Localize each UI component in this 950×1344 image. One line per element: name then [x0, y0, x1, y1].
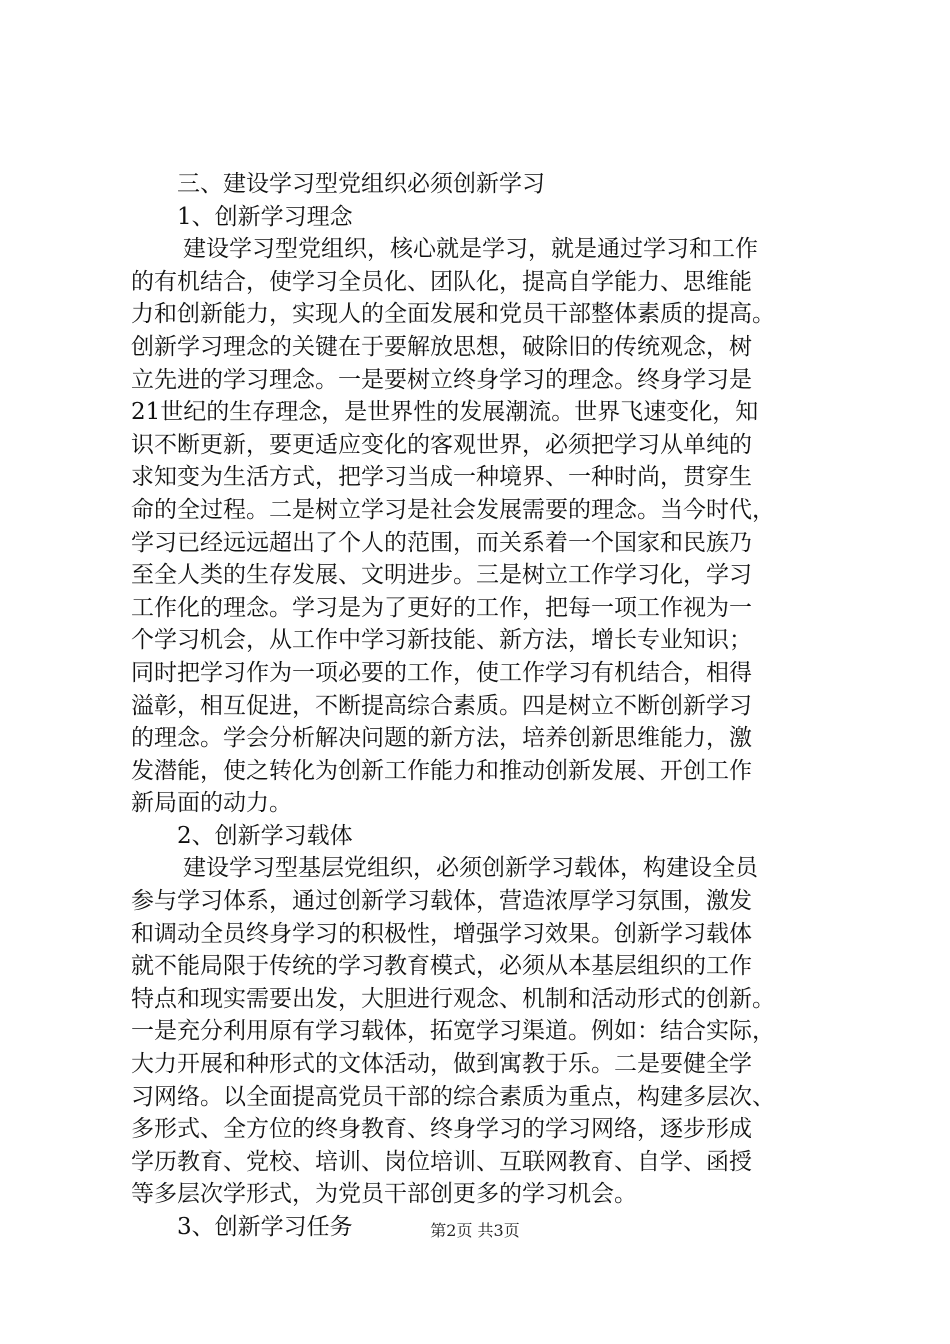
- paragraph-line: 发潜能，使之转化为创新工作能力和推动创新发展、开创工作: [131, 757, 752, 784]
- paragraph-line: 学习已经远远超出了个人的范围，而关系着一个国家和民族乃: [131, 529, 752, 556]
- paragraph-line: 参与学习体系，通过创新学习载体，营造浓厚学习氛围，激发: [131, 888, 752, 915]
- paragraph-line: 工作化的理念。学习是为了更好的工作，把每一项工作视为一: [131, 594, 752, 621]
- section-heading: 三、建设学习型党组织必须创新学习: [177, 171, 545, 197]
- paragraph-line: 的理念。学会分析解决问题的新方法，培养创新思维能力，激: [131, 725, 752, 752]
- paragraph-line: 个学习机会，从工作中学习新技能、新方法，增长专业知识；: [131, 627, 752, 654]
- document-body: [131, 168, 851, 1244]
- page-footer: 第2页 共3页: [430, 1221, 520, 1240]
- paragraph-line: 创新学习理念的关键在于要解放思想，破除旧的传统观念，树: [131, 333, 752, 360]
- subsection-heading: 1、创新学习理念: [177, 203, 353, 230]
- paragraph-line: 建设学习型党组织，核心就是学习，就是通过学习和工作: [183, 236, 758, 263]
- paragraph-line: 识不断更新，要更适应变化的客观世界，必须把学习从单纯的: [131, 431, 752, 458]
- subsection-heading: 2、创新学习载体: [177, 822, 353, 849]
- paragraph-line: 等多层次学形式，为党员干部创更多的学习机会。: [131, 1181, 637, 1208]
- paragraph-line: 特点和现实需要出发，大胆进行观念、机制和活动形式的创新。: [131, 985, 775, 1012]
- paragraph-line: 一是充分利用原有学习载体，拓宽学习渠道。例如：结合实际，: [131, 1018, 775, 1045]
- paragraph-line: 至全人类的生存发展、文明进步。三是树立工作学习化，学习: [131, 562, 752, 589]
- paragraph-line: 就不能局限于传统的学习教育模式，必须从本基层组织的工作: [131, 953, 752, 980]
- subsection-heading: 3、创新学习任务: [177, 1214, 353, 1240]
- paragraph-line: 力和创新能力，实现人的全面发展和党员干部整体素质的提高。: [131, 301, 775, 328]
- paragraph-line: 大力开展和种形式的文体活动，做到寓教于乐。二是要健全学: [131, 1051, 752, 1078]
- paragraph-line: 建设学习型基层党组织，必须创新学习载体，构建设全员: [183, 855, 758, 882]
- paragraph: [131, 233, 851, 820]
- paragraph-line: 学历教育、党校、培训、岗位培训、互联网教育、自学、函授: [131, 1148, 752, 1175]
- paragraph-line: 同时把学习作为一项必要的工作，使工作学习有机结合，相得: [131, 659, 752, 686]
- paragraph-line: 的有机结合，使学习全员化、团队化，提高自学能力、思维能: [131, 268, 752, 295]
- paragraph-line: 命的全过程。二是树立学习是社会发展需要的理念。当今时代，: [131, 496, 775, 523]
- paragraph-line: 溢彰，相互促进，不断提高综合素质。四是树立不断创新学习: [131, 692, 752, 719]
- paragraph-line: 求知变为生活方式，把学习当成一种境界、一种时尚，贯穿生: [131, 464, 752, 491]
- paragraph: [131, 852, 851, 1211]
- paragraph-line: 习网络。以全面提高党员干部的综合素质为重点，构建多层次、: [131, 1083, 775, 1110]
- paragraph-line: 和调动全员终身学习的积极性，增强学习效果。创新学习载体: [131, 920, 752, 947]
- paragraph-line: 21世纪的生存理念，是世界性的发展潮流。世界飞速变化，知: [131, 399, 759, 426]
- paragraph-line: 多形式、全方位的终身教育、终身学习的学习网络，逐步形成: [131, 1116, 752, 1143]
- paragraph-line: 立先进的学习理念。一是要树立终身学习的理念。终身学习是: [131, 366, 752, 393]
- paragraph-line: 新局面的动力。: [131, 790, 292, 817]
